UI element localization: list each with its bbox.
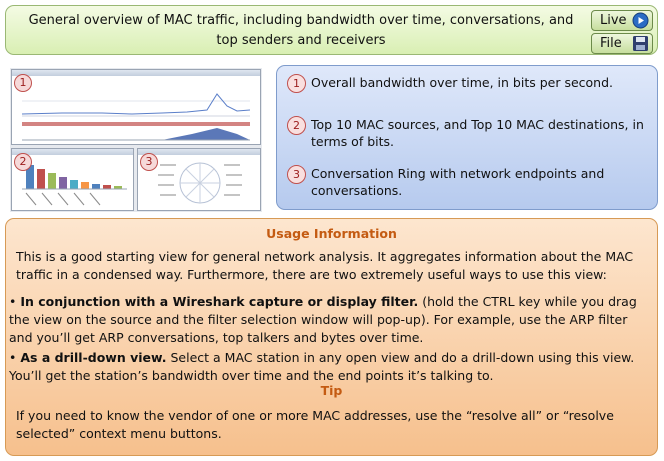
usage-bullet-1-text: (hold the CTRL key while you drag the view on the source and the filter selection window will pop-up). For example, use the ARP filter and you’ll get ARP conversations, top talkers and bytes over time. [9,294,637,345]
top10-thumbnail[interactable] [11,148,134,211]
usage-bullet-2: • As a drill-down view. Select a MAC station in any open view and do a drill-down using this view. You’ll get the station’s bandwidth over time and the end points it’s talking to. [9,350,635,383]
usage-bullet-2-text: Select a MAC station in any open view and do a drill-down using this view. You’ll get the station’s bandwidth over time and the end points it’s talking to. [9,350,635,383]
usage-title: Usage Information [266,226,397,241]
legend-text-1: Overall bandwidth over time, in bits per second. [311,75,614,90]
live-button-label: Live [600,13,627,28]
usage-intro: This is a good starting view for general network analysis. It aggregates information about the MAC traffic in a condensed way. Furthermore, there are two extremely useful ways to use this view: [16,249,634,282]
live-button[interactable] [591,10,653,31]
legend-badge-1: 1 [287,74,306,93]
legend-badge-3: 3 [287,165,306,184]
header-banner [5,5,658,55]
thumbnail-badge-3: 3 [140,153,158,171]
tip-text: If you need to know the vendor of one or more MAC addresses, use the “resolve all” or “resolve selected” context menu buttons. [16,408,614,441]
bandwidth-graph [12,76,260,144]
legend-panel [276,65,658,210]
usage-bullet-2-bold: As a drill-down view. [20,350,167,365]
usage-bullet-1-bold: In conjunction with a Wireshark capture or display filter. [20,294,419,309]
tip-title: Tip [320,383,343,398]
legend-badge-2: 2 [287,116,306,135]
usage-bullet-1: • In conjunction with a Wireshark capture or display filter. (hold the CTRL key while you drag the view on the source and the filter selection window will pop-up). For example, use the ARP filter and you’ll get ARP conversations, top talkers and bytes over time. [9,294,637,345]
file-button-label: File [600,36,622,51]
thumbnail-badge-2: 2 [14,153,32,171]
legend-text-3: Conversation Ring with network endpoints and conversations. [311,166,605,198]
legend-text-2: Top 10 MAC sources, and Top 10 MAC destinations, in terms of bits. [311,117,644,149]
play-icon [632,12,649,29]
usage-info-panel [5,218,658,456]
thumbnail-badge-1: 1 [14,74,32,92]
page-title: General overview of MAC traffic, including bandwidth over time, conversations, and top senders and receivers [28,13,574,48]
floppy-disk-icon [632,35,649,52]
file-button[interactable] [591,33,653,54]
view-thumbnails [10,68,262,212]
conversation-ring-thumbnail[interactable] [137,148,261,211]
bandwidth-thumbnail[interactable] [11,69,261,145]
